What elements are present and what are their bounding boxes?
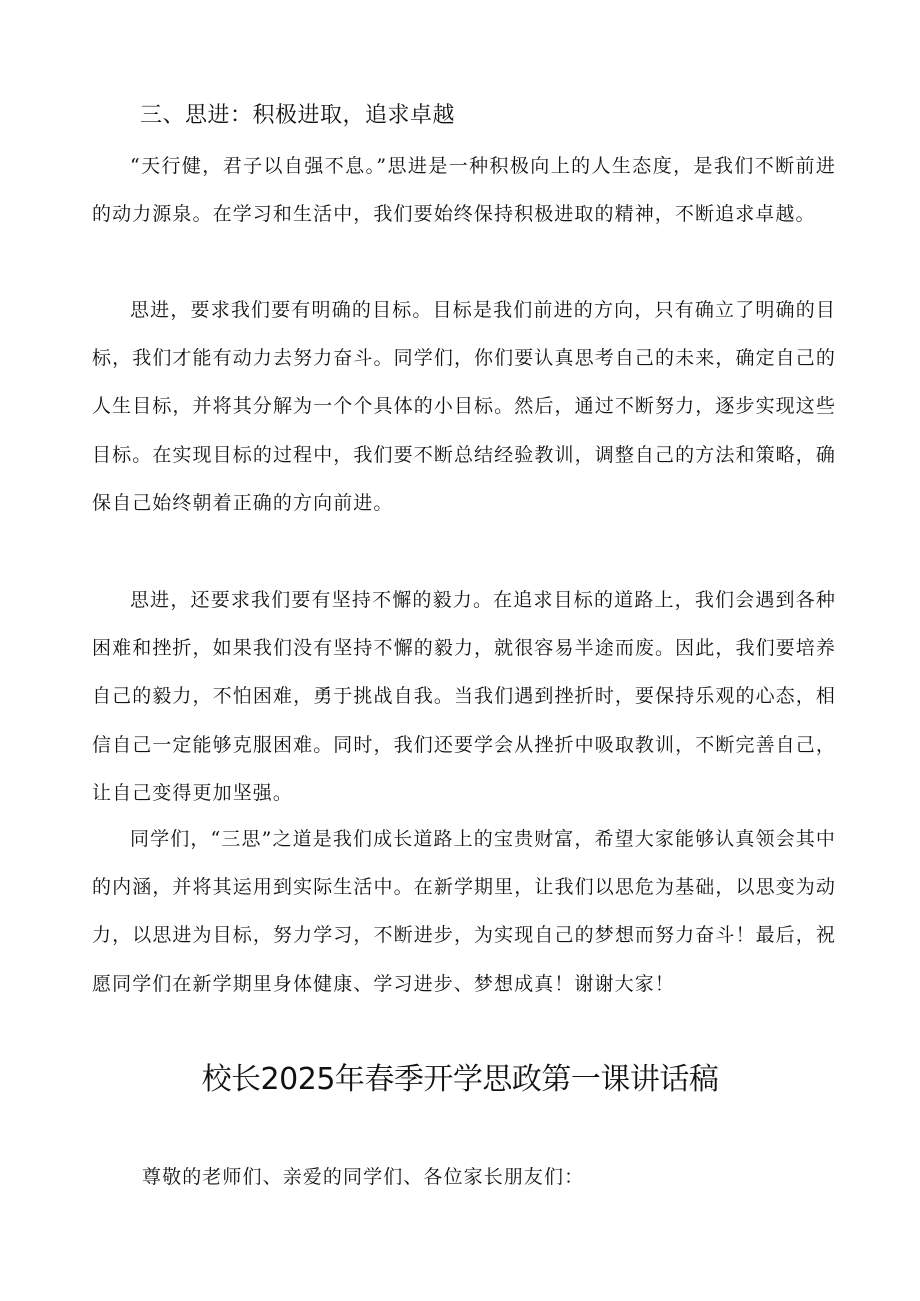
section-heading: 三、思进：积极进取，追求卓越	[140, 103, 456, 128]
speech-title: 校长2025年春季开学思政第一课讲话稿	[201, 1062, 719, 1097]
greeting-line: 尊敬的老师们、亲爱的同学们、各位家长朋友们：	[142, 1166, 585, 1188]
paragraph-perseverance: 思进，还要求我们要有坚持不懈的毅力。在追求目标的道路上，我们会遇到各种困难和挫折，如果我们没有坚持不懈的毅力，就很容易半途而废。因此，我们要培养自己的毅力，不怕困难，勇于挑战自我。当我们遇到挫折时，要保持乐观的心态，相信自己一定能够克服困难。同时，我们还要学会从挫折中吸取教训，不断完善自己，让自己变得更加坚强。	[92, 589, 836, 804]
paragraph-closing: 同学们，“三思”之道是我们成长道路上的宝贵财富，希望大家能够认真领会其中的内涵，并将其运用到实际生活中。在新学期里，让我们以思危为基础，以思变为动力，以思进为目标，努力学习，不断进步，为实现自己的梦想而努力奋斗！最后，祝愿同学们在新学期里身体健康、学习进步、梦想成真！谢谢大家！	[92, 828, 836, 995]
paragraph-motto: “天行健，君子以自强不息。”思进是一种积极向上的人生态度，是我们不断前进的动力源泉。在学习和生活中，我们要始终保持积极进取的精神，不断追求卓越。	[92, 155, 836, 226]
paragraph-goals: 思进，要求我们要有明确的目标。目标是我们前进的方向，只有确立了明确的目标，我们才能有动力去努力奋斗。同学们，你们要认真思考自己的未来，确定自己的人生目标，并将其分解为一个个具体的小目标。然后，通过不断努力，逐步实现这些目标。在实现目标的过程中，我们要不断总结经验教训，调整自己的方法和策略，确保自己始终朝着正确的方向前进。	[92, 299, 836, 514]
